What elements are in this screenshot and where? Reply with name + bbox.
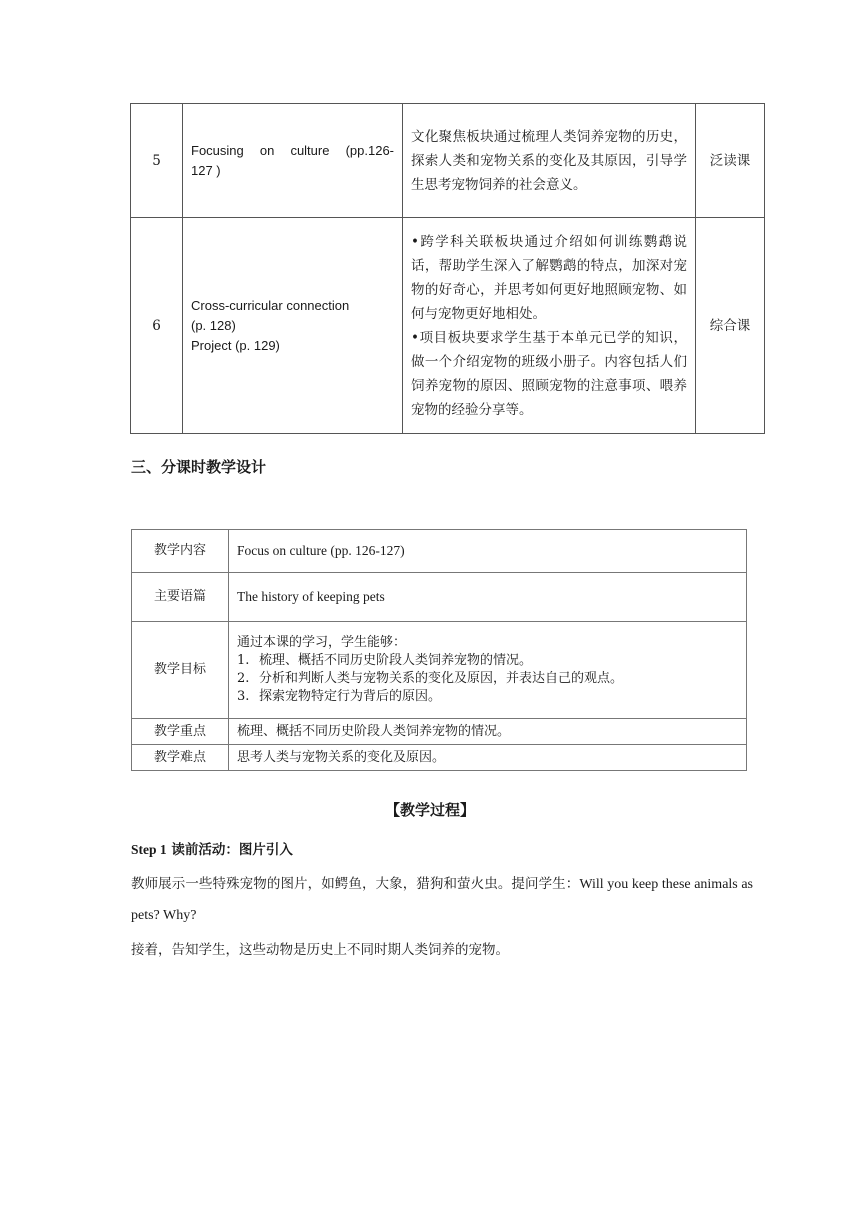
table-row [131,218,765,434]
description-cell: 文化聚焦板块通过梳理人类饲养宠物的历史，探索人类和宠物关系的变化及其原因，引导学生思考宠物饲养的社会意义。 [403,104,696,218]
row-label: 教学内容 [132,530,229,573]
goal-text: 探索宠物特定行为背后的原因。 [259,689,442,704]
goals-cell [229,622,747,719]
section-line: 127 ) [191,162,221,178]
row-value: Focus on culture (pp. 126-127) [229,530,747,573]
step-heading [131,838,293,858]
lesson-number: 6 [131,218,183,434]
goal-item [237,670,738,688]
table-row [132,719,747,745]
paragraph [131,869,753,931]
section-line: Focusing on culture (pp.126- [191,142,394,158]
row-value: 梳理、概括不同历史阶段人类饲养宠物的情况。 [229,719,747,745]
goal-item [237,652,738,670]
row-value: 思考人类与宠物关系的变化及原因。 [229,745,747,771]
lesson-type: 综合课 [696,218,765,434]
description-cell [403,218,696,434]
section-line: (p. 128) [191,317,236,333]
goal-item [237,688,738,706]
table-row [131,104,765,218]
unit-overview-table [130,103,765,434]
paragraph-text: 教师展示一些特殊宠物的图片，如鳄鱼，大象，猎狗和萤火虫。提问学生： [131,876,580,892]
goal-number: 1. [237,653,250,668]
section-line: Cross-curricular connection [191,297,350,313]
process-heading: 【教学过程】 [384,801,475,819]
row-label: 教学重点 [132,719,229,745]
bullet-text: •项目板块要求学生基于本单元已学的知识，做一个介绍宠物的班级小册子。内容包括人们饲养宠物的原因、照顾宠物的注意事项、喂养宠物的经验分享等。 [411,329,687,418]
row-label: 主要语篇 [132,573,229,622]
row-value: The history of keeping pets [229,573,747,622]
paragraph: 接着，告知学生，这些动物是历史上不同时期人类饲养的宠物。 [131,942,509,958]
step-number: Step 1 [131,842,167,857]
table-row [132,622,747,719]
section-line: Project (p. 129) [191,337,280,353]
goal-number: 3. [237,689,250,704]
goal-text: 分析和判断人类与宠物关系的变化及原因，并表达自己的观点。 [259,671,624,686]
table-row [132,573,747,622]
row-label: 教学难点 [132,745,229,771]
table-row [132,530,747,573]
goals-intro: 通过本课的学习，学生能够： [237,635,407,650]
row-label: 教学目标 [132,622,229,719]
section-cell [183,218,403,434]
lesson-type: 泛读课 [696,104,765,218]
paragraph-question: Will you keep these animals as pets? Why? [131,877,753,923]
table-row [132,745,747,771]
lesson-design-table [131,529,747,771]
goal-number: 2. [237,671,250,686]
step-title: 读前活动：图片引入 [171,842,293,858]
bullet-text: •跨学科关联板块通过介绍如何训练鹦鹉说话，帮助学生深入了解鹦鹉的特点，加深对宠物的好奇心，并思考如何更好地照顾宠物、如何与宠物更好地相处。 [411,233,687,322]
lesson-number: 5 [131,104,183,218]
section-heading: 三、分课时教学设计 [131,458,267,476]
section-cell [183,104,403,218]
goal-text: 梳理、概括不同历史阶段人类饲养宠物的情况。 [259,653,533,668]
